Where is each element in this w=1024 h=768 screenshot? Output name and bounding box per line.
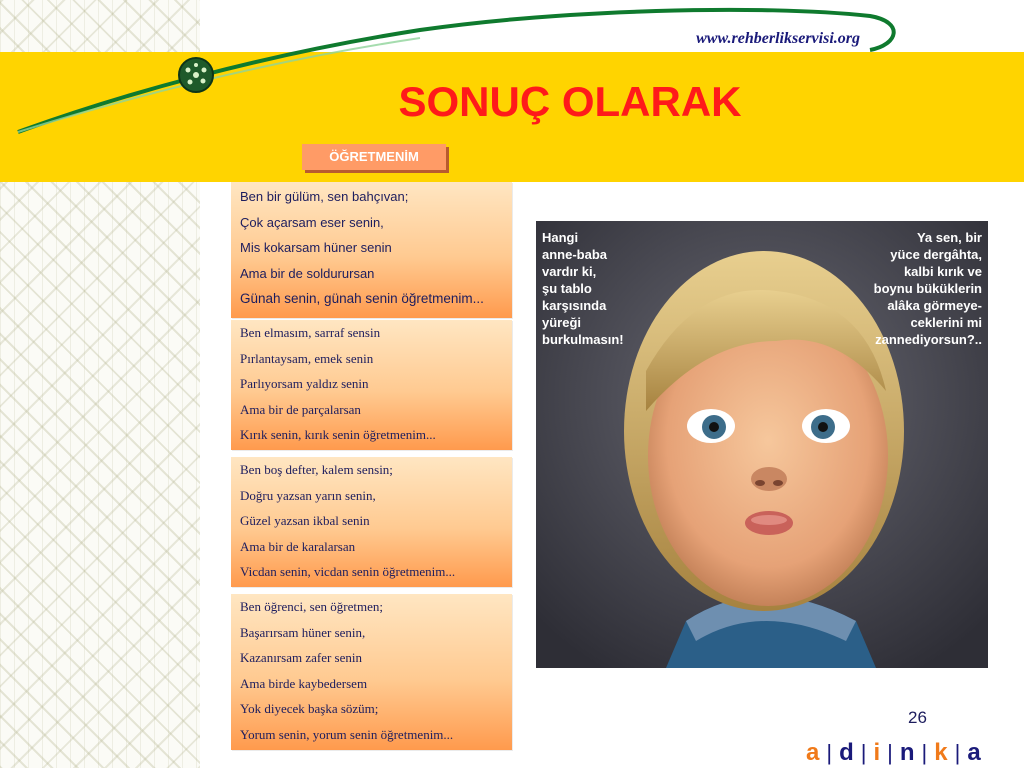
poem-line: Ama bir de soldurursan — [240, 265, 375, 281]
caption-line: burkulmasın! — [542, 332, 624, 347]
poem-line: Mis kokarsam hüner senin — [240, 240, 392, 255]
poem-line: Yorum senin, yorum senin öğretmenim... — [240, 726, 454, 742]
poem-line: Güzel yazsan ikbal senin — [240, 513, 370, 528]
poem-stanza-3 — [231, 457, 512, 587]
poem-line: Ama bir de karalarsan — [240, 538, 356, 554]
poem-stanza-1 — [231, 182, 512, 318]
poem-line: Vicdan senin, vicdan senin öğretmenim... — [240, 564, 456, 579]
photo-caption-right — [867, 229, 982, 348]
logo-separator: | — [921, 740, 928, 765]
poem-line: Kırık senin, kırık senin öğretmenim... — [240, 427, 436, 442]
poem-line: Ben öğrenci, sen öğretmen; — [240, 599, 383, 614]
caption-line: boynu büküklerin — [873, 281, 982, 296]
caption-line: anne-baba — [542, 247, 608, 262]
page-number: 26 — [908, 708, 927, 727]
caption-line: yüreği — [542, 315, 582, 330]
poem-line: Ama bir de parçalarsan — [240, 401, 361, 417]
logo-separator: | — [826, 740, 833, 765]
caption-line: zannediyorsun?.. — [875, 332, 982, 347]
poem-line: Doğru yazsan yarın senin, — [240, 487, 376, 503]
poem-line: Günah senin, günah senin öğretmenim... — [240, 291, 484, 306]
poem-line: Pırlantaysam, emek senin — [240, 350, 374, 366]
logo-letter: k — [934, 739, 948, 766]
website-url: www.rehberlikservisi.org — [696, 30, 860, 47]
caption-line: yüce dergâhta, — [890, 247, 982, 262]
page-title: SONUÇ OLARAK — [398, 78, 742, 125]
poem-line: Parlıyorsam yaldız senin — [240, 376, 369, 391]
caption-line: alâka görmeye- — [887, 298, 982, 313]
caption-line: ceklerini mi — [910, 315, 982, 330]
poem-line: Ben bir gülüm, sen bahçıvan; — [240, 189, 409, 204]
logo-separator: | — [860, 740, 867, 765]
poem-line: Ben elmasım, sarraf sensin — [240, 325, 381, 340]
caption-line: kalbi kırık ve — [903, 264, 982, 279]
adinka-logo — [800, 738, 1022, 768]
poem-line: Kazanırsam zafer senin — [240, 650, 362, 665]
poem-line: Başarırsam hüner senin, — [240, 624, 366, 640]
logo-letter: i — [873, 739, 881, 766]
caption-line: vardır ki, — [542, 264, 597, 279]
logo-letter: n — [899, 739, 915, 766]
caption-line: karşısında — [542, 298, 607, 313]
poem-line: Ama birde kaybedersem — [240, 675, 368, 691]
poem-line: Çok açarsam eser senin, — [240, 214, 384, 230]
poem-line: Ben boş defter, kalem sensin; — [240, 462, 393, 477]
poem-line: Yok diyecek başka sözüm; — [240, 701, 379, 716]
poem-stanza-2 — [231, 320, 512, 450]
logo-separator: | — [954, 740, 961, 765]
logo-letter: a — [806, 739, 820, 766]
caption-line: şu tablo — [542, 281, 592, 296]
caption-line: Hangi — [542, 230, 579, 245]
logo-letter: a — [967, 739, 981, 766]
child-photo — [536, 221, 988, 668]
poem-stanza-4 — [231, 594, 512, 750]
photo-caption-left — [542, 229, 642, 348]
caption-line: Ya sen, bir — [916, 230, 982, 245]
logo-separator: | — [887, 740, 893, 765]
tab-ogretmenim: ÖĞRETMENİM — [302, 144, 446, 170]
logo-letter: d — [839, 739, 854, 766]
